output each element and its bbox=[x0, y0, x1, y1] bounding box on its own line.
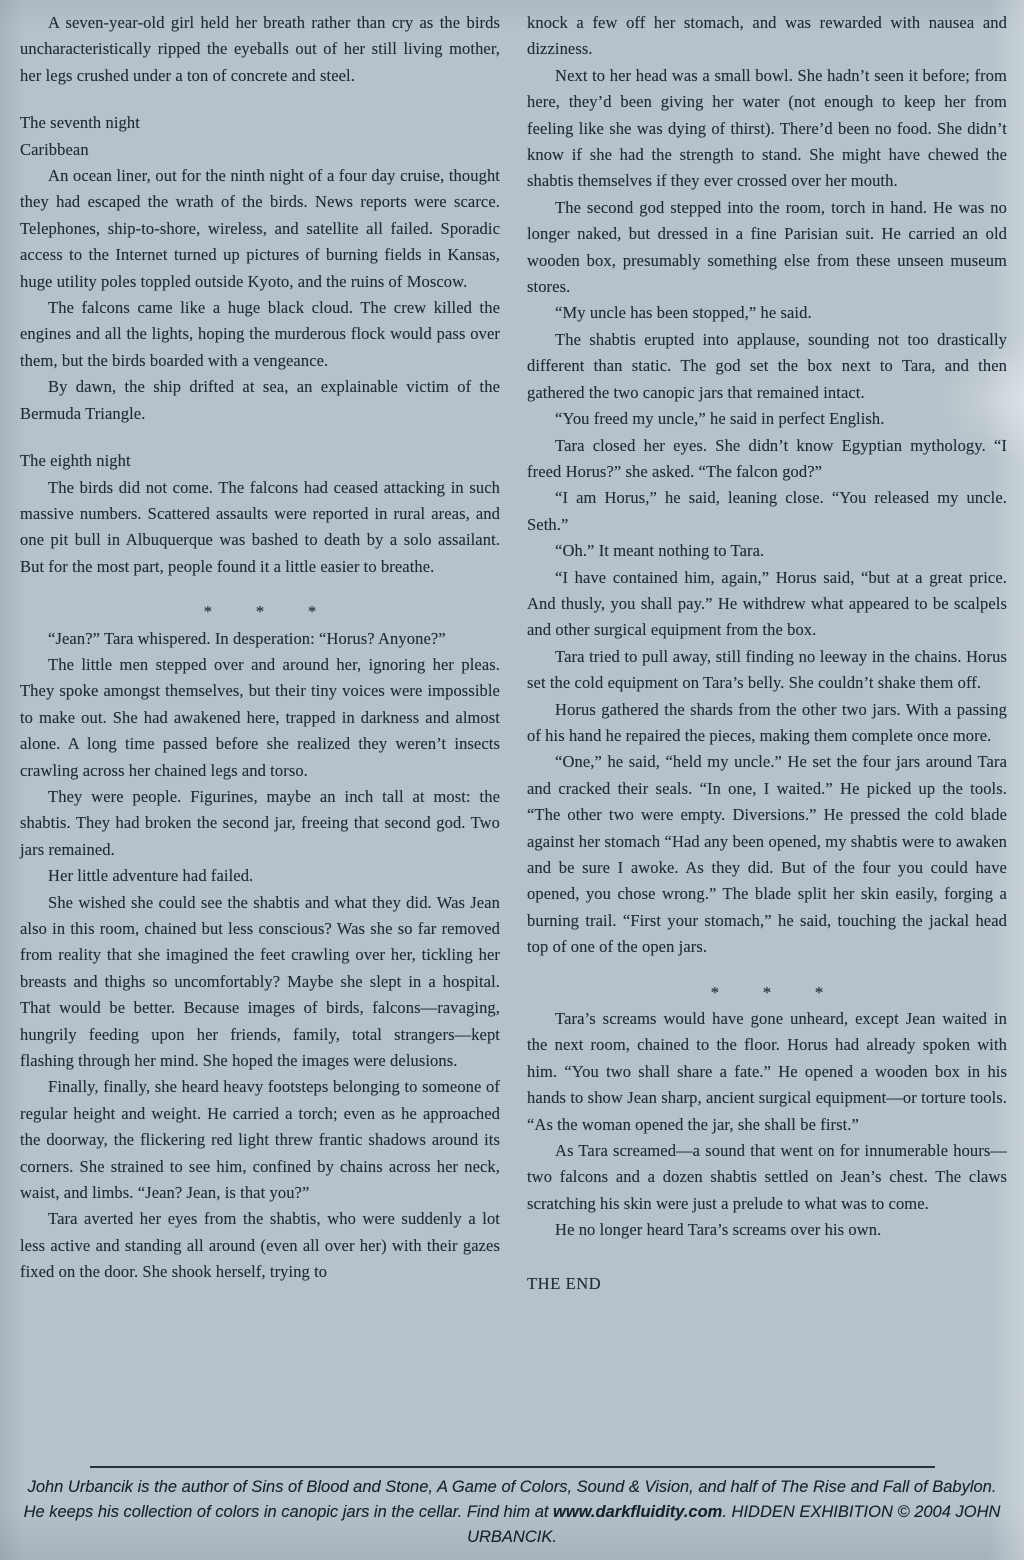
story-paragraph: Next to her head was a small bowl. She hadn’t seen it before; from here, they’d been giving her water (not enough to keep her from feeling like she was dying of thirst). There’d been no food. She didn’t know if she had the strength to stand. She might have chewed the shabtis themselves if they ever crossed over her mouth. bbox=[527, 65, 1007, 191]
story-paragraph: Tara closed her eyes. She didn’t know Egyptian mythology. “I freed Horus?” she asked. “The falcon god?” bbox=[527, 435, 1007, 481]
story-paragraph: The shabtis erupted into applause, sounding not too drastically different than static. The god set the box next to Tara, and then gathered the two canopic jars that remained intact. bbox=[527, 329, 1007, 402]
story-paragraph: A seven-year-old girl held her breath rather than cry as the birds uncharacteristically ripped the eyeballs out of her still living mother, her legs crushed under a ton of concrete and steel. bbox=[20, 13, 500, 85]
story-paragraph-continuation: knock a few off her stomach, and was rewarded with nausea and dizziness. bbox=[527, 13, 1007, 59]
story-paragraph: The birds did not come. The falcons had ceased attacking in such massive numbers. Scattered assaults were reported in rural areas, and one pit bull in Albuquerque was bashed to death by a solo assailant. But for the most part, people found it a little easier to breathe. bbox=[20, 477, 500, 576]
section-heading: The seventh night bbox=[20, 113, 140, 133]
story-paragraph: Tara tried to pull away, still finding no leeway in the chains. Horus set the cold equipment on Tara’s belly. She couldn’t shake them off. bbox=[527, 646, 1007, 693]
story-paragraph: As Tara screamed—a sound that went on for innumerable hours—two falcons and a dozen shabtis settled on Jean’s chest. The claws scratching his skin were just a prelude to what was to come. bbox=[527, 1141, 1007, 1213]
story-paragraph: Finally, finally, she heard heavy footsteps belonging to someone of regular height and weight. He carried a torch; even as he approached the doorway, the flickering red light threw frantic shadows around its corners. She strained to see him, confined by chains across her neck, waist, and limbs. “Jean? Jean, is that you?” bbox=[20, 1077, 500, 1203]
story-paragraph: The second god stepped into the room, torch in hand. He was no longer naked, but dressed in a fine Parisian suit. He carried an old wooden box, presumably something else from these unseen museum stores. bbox=[527, 197, 1007, 297]
story-column-right bbox=[527, 10, 1007, 1484]
section-heading: Caribbean bbox=[20, 139, 89, 159]
story-paragraph: She wished she could see the shabtis and what they did. Was Jean also in this room, chained but less conscious? Was she so far removed from reality that she imagined the feet crawling over her, tickling her breasts and thighs so uncomfortably? Maybe she slept in a hospital. That would be better. Because images of birds, falcons—ravaging, hungrily feeding upon her friends, family, total strangers—kept flashing through her mind. She hoped the images were delusions. bbox=[20, 892, 500, 1071]
story-paragraph: By dawn, the ship drifted at sea, an explainable victim of the Bermuda Triangle. bbox=[20, 377, 500, 423]
author-bio-footer bbox=[0, 1466, 1024, 1550]
story-paragraph: The falcons came like a huge black cloud. The crew killed the engines and all the lights, hoping the murderous flock would pass over them, but the birds boarded with a vengeance. bbox=[20, 298, 500, 370]
author-bio-line-2 bbox=[0, 1500, 1024, 1550]
story-paragraph: “You freed my uncle,” he said in perfect English. bbox=[555, 409, 885, 429]
section-heading: The eighth night bbox=[20, 451, 131, 471]
copyright-text: . HIDDEN EXHIBITION © 2004 JOHN URBANCIK. bbox=[467, 1503, 1001, 1546]
story-end-marker: THE END bbox=[527, 1273, 602, 1293]
story-paragraph: “Jean?” Tara whispered. In desperation: “Horus? Anyone?” bbox=[48, 628, 446, 648]
section-separator: * * * bbox=[203, 602, 317, 622]
story-paragraph: An ocean liner, out for the ninth night of a four day cruise, thought they had escaped the wrath of the birds. News reports were scarce. Telephones, ship-to-shore, wireless, and satellite all failed. Sporadic access to the Internet turned up pictures of burning fields in Kansas, huge utility poles toppled outside Kyoto, and the ruins of Moscow. bbox=[20, 166, 500, 291]
story-paragraph: “Oh.” It meant nothing to Tara. bbox=[555, 541, 765, 561]
story-paragraph: They were people. Figurines, maybe an inch tall at most: the shabtis. They had broken the second jar, freeing that second god. Two jars remained. bbox=[20, 786, 500, 859]
story-paragraph: “One,” he said, “held my uncle.” He set the four jars around Tara and cracked their seals. “In one, I waited.” He picked up the tools. “The other two were empty. Diversions.” He pressed the cold blade against her stomach “Had any been opened, my shabtis were to awaken and be sure I awoke. As they did. But of the four you could have opened, you chose wrong.” The blade split her skin easily, forging a burning trail. “First your stomach,” he said, touching the jackal head top of one of the open jars. bbox=[527, 752, 1007, 957]
author-bio-text: John Urbancik is the author of Sins of Blood and Stone, A Game of Colors, Sound & Vision, and half of The Rise and Fall of Babylon. bbox=[27, 1478, 997, 1496]
story-paragraph: Tara averted her eyes from the shabtis, who were suddenly a lot less active and standing all around (even all over her) with their gazes fixed on the door. She shook herself, trying to bbox=[20, 1209, 500, 1282]
story-paragraph: Horus gathered the shards from the other two jars. With a passing of his hand he repaired the pieces, making them complete once more. bbox=[527, 699, 1007, 745]
story-paragraph: Her little adventure had failed. bbox=[48, 866, 254, 886]
footer-divider bbox=[90, 1466, 935, 1468]
story-paragraph: Tara’s screams would have gone unheard, except Jean waited in the next room, chained to the floor. Horus had already spoken with him. “You two shall share a fate.” He opened a wooden box in his hands to show Jean sharp, ancient surgical equipment—or torture tools. “As the woman opened the jar, she shall be first.” bbox=[527, 1009, 1007, 1134]
story-paragraph: “I am Horus,” he said, leaning close. “You released my uncle. Seth.” bbox=[527, 488, 1007, 534]
story-paragraph: “I have contained him, again,” Horus said, “but at a great price. And thusly, you shall pay.” He withdrew what appeared to be scalpels and other surgical equipment from the box. bbox=[527, 567, 1007, 640]
story-paragraph: The little men stepped over and around her, ignoring her pleas. They spoke amongst themselves, but their tiny voices were impossible to make out. She had awakened here, trapped in darkness and almost alone. A long time passed before she realized they weren’t insects crawling across her chained legs and torso. bbox=[20, 654, 500, 780]
section-separator: * * * bbox=[710, 982, 824, 1002]
story-paragraph: “My uncle has been stopped,” he said. bbox=[555, 303, 812, 323]
author-website-text: www.darkfluidity.com bbox=[553, 1503, 723, 1521]
author-bio-line-1 bbox=[0, 1475, 1024, 1500]
author-bio-text: He keeps his collection of colors in canopic jars in the cellar. Find him at bbox=[23, 1503, 554, 1521]
story-column-left bbox=[20, 10, 500, 1484]
story-paragraph: He no longer heard Tara’s screams over his own. bbox=[555, 1220, 882, 1240]
